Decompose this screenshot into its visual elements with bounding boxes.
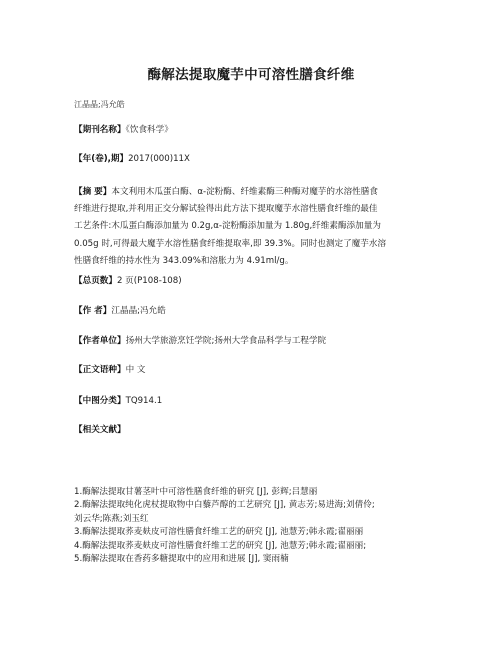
year-issue-field [74,153,190,166]
reference-item: 2.酶解法提取纯化虎杖提取物中白藜芦醇的工艺研究 [J], 黄志芳;易进海;刘倩伶; [74,500,375,511]
affiliation-field [74,335,326,348]
affiliation-value: 扬州大学旅游烹饪学院;扬州大学食品科学与工程学院 [125,336,327,346]
document-title: 酶解法提取魔芋中可溶性膳食纤维 [147,67,355,83]
abstract-block [74,184,436,270]
language-label: 【正文语种】 [74,365,126,375]
abstract-text: 本文利用木瓜蛋白酶、α-淀粉酶、纤维素酶三种酶对魔芋的水溶性膳食 [111,187,378,197]
abstract-label: 【摘 要】 [74,187,112,197]
abstract-line: 工艺条件:木瓜蛋白酶添加量为 0.2g,α-淀粉酶添加量为 1.80g,纤维素酶添加量为 [74,221,381,232]
classification-field [74,395,162,408]
reference-item-continuation: 刘云华;陈燕;刘玉红 [74,513,149,524]
reference-item: 1.酶解法提取甘薯茎叶中可溶性膳食纤维的研究 [J], 彭辉;吕慧丽 [74,487,318,497]
abstract-line: 纤维进行提取,并利用正交分解试验得出此方法下提取魔芋水溶性膳食纤维的最佳 [74,204,378,215]
abstract-line [74,184,436,201]
reference-item: 3.酶解法提取荞麦麸皮可溶性膳食纤维工艺的研究 [J], 池慧芳;韩永霞;翟丽丽 [74,527,364,538]
author-label: 【作 者】 [74,306,112,316]
year-issue-value: 2017(000)11X [128,154,190,164]
language-value: 中 文 [125,365,146,375]
pages-label: 【总页数】 [74,276,117,286]
journal-field [74,124,173,137]
classification-value: TQ914.1 [125,396,163,406]
year-issue-label: 【年(卷),期】 [74,154,129,164]
author-line: 江晶晶;冯允皓 [74,100,125,109]
journal-label: 【期刊名称】 [74,125,126,135]
classification-label: 【中图分类】 [74,396,126,406]
reference-item: 5.酶解法提取在香药多糖提取中的应用和进展 [J], 窦雨楠 [74,554,289,565]
journal-value: 《饮食科学》 [125,125,173,135]
pages-field [74,275,182,288]
related-label: 【相关文献】 [74,425,126,435]
author-value: 江晶晶;冯允皓 [111,306,166,316]
related-heading [74,424,126,437]
reference-item: 4.酶解法提取荞麦麸皮可溶性膳食纤维工艺的研究 [J], 池慧芳;韩永霞;翟丽丽; [74,540,367,551]
abstract-line: 性膳食纤维的持水性为 343.09%和溶胀力为 4.91ml/g。 [74,255,294,266]
references-list [74,486,434,566]
affiliation-label: 【作者单位】 [74,336,126,346]
author-field [74,305,166,318]
abstract-line: 0.05g 时,可得最大魔芋水溶性膳食纤维提取率,即 39.3%。同时也测定了魔芋水溶 [74,238,387,249]
language-field [74,364,146,377]
pages-value: 2 页(P108-108) [116,276,182,286]
